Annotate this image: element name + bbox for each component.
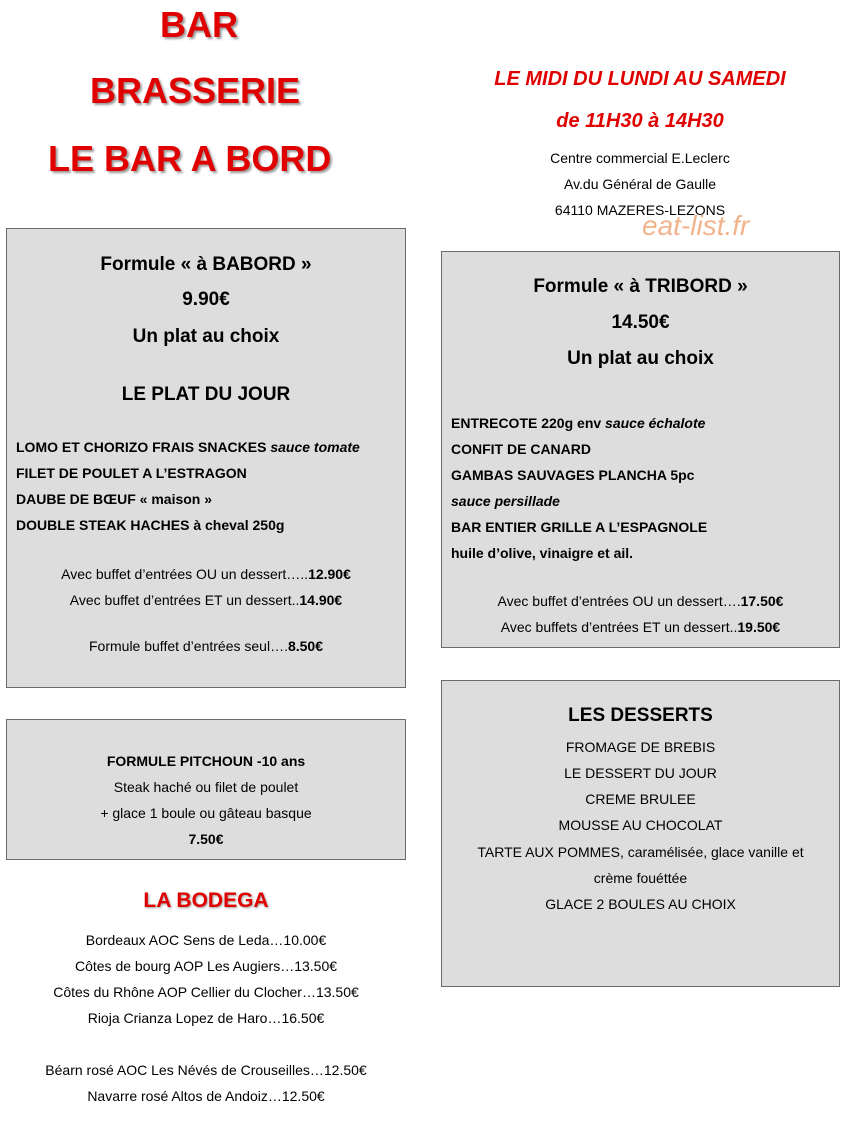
wine-item: Bordeaux AOC Sens de Leda…10.00€ — [85, 932, 327, 948]
babord-item: DOUBLE STEAK HACHES à cheval 250g — [16, 517, 285, 533]
formule-babord-box — [6, 228, 406, 688]
pitchoun-line-2: + glace 1 boule ou gâteau basque — [100, 805, 312, 821]
opening-days: LE MIDI DU LUNDI AU SAMEDI — [494, 68, 786, 90]
tribord-item-note: sauce persillade — [451, 493, 560, 509]
watermark: eat-list.fr — [642, 210, 750, 241]
address-line-3: 64110 MAZERES-LEZONS — [554, 202, 726, 218]
pitchoun-title: FORMULE PITCHOUN -10 ans — [106, 753, 306, 769]
desserts-title: LES DESSERTS — [568, 705, 713, 726]
dessert-item: MOUSSE AU CHOCOLAT — [558, 817, 723, 833]
tribord-subtitle: Un plat au choix — [567, 348, 714, 369]
tribord-price: 14.50€ — [611, 312, 670, 333]
restaurant-title-bar: BAR — [160, 4, 238, 45]
address-line-2: Av.du Général de Gaulle — [563, 176, 717, 192]
tribord-item: BAR ENTIER GRILLE A L’ESPAGNOLE — [451, 519, 708, 535]
formule-pitchoun-box — [6, 719, 406, 860]
babord-item: FILET DE POULET A L’ESTRAGON — [16, 465, 247, 481]
tribord-item: ENTRECOTE 220g env sauce échalote — [451, 415, 706, 431]
wine-item: Côtes de bourg AOP Les Augiers…13.50€ — [74, 958, 338, 974]
wine-item: Béarn rosé AOC Les Névés de Crouseilles…12.50€ — [45, 1062, 367, 1078]
tribord-option: Avec buffets d’entrées ET un dessert..19.50€ — [500, 619, 781, 635]
tribord-item: GAMBAS SAUVAGES PLANCHA 5pc — [451, 467, 695, 483]
tribord-title: Formule « à TRIBORD » — [533, 276, 748, 297]
dessert-item: CREME BRULEE — [585, 791, 696, 807]
babord-item: DAUBE DE BŒUF « maison » — [16, 491, 213, 507]
bodega-title: LA BODEGA — [143, 889, 269, 912]
wine-item: Navarre rosé Altos de Andoiz…12.50€ — [87, 1088, 325, 1104]
babord-option: Avec buffet d’entrées OU un dessert…..12.90€ — [61, 566, 351, 582]
restaurant-title-name: LE BAR A BORD — [48, 138, 332, 179]
pitchoun-price: 7.50€ — [188, 831, 224, 847]
babord-section-title: LE PLAT DU JOUR — [121, 384, 291, 405]
babord-option: Avec buffet d’entrées ET un dessert..14.90€ — [69, 592, 343, 608]
babord-item: LOMO ET CHORIZO FRAIS SNACKES sauce tomate — [16, 439, 360, 455]
babord-buffet-only: Formule buffet d’entrées seul….8.50€ — [89, 638, 323, 654]
tribord-option: Avec buffet d’entrées OU un dessert….17.50€ — [497, 593, 784, 609]
formule-tribord-box — [441, 251, 840, 648]
dessert-item: LE DESSERT DU JOUR — [564, 765, 717, 781]
babord-price: 9.90€ — [182, 289, 230, 310]
desserts-box — [441, 680, 840, 987]
babord-subtitle: Un plat au choix — [132, 326, 280, 347]
wine-item: Rioja Crianza Lopez de Haro…16.50€ — [87, 1010, 325, 1026]
babord-title: Formule « à BABORD » — [100, 254, 312, 275]
tribord-item-detail: huile d’olive, vinaigre et ail. — [451, 545, 634, 561]
wine-item: Côtes du Rhône AOP Cellier du Clocher…13.50€ — [53, 984, 359, 1000]
restaurant-title-brasserie: BRASSERIE — [90, 70, 301, 111]
pitchoun-line-1: Steak haché ou filet de poulet — [113, 779, 299, 795]
dessert-item: GLACE 2 BOULES AU CHOIX — [545, 896, 736, 912]
opening-hours: de 11H30 à 14H30 — [556, 110, 724, 132]
dessert-item-continued: crème fouéttée — [593, 870, 688, 886]
tribord-item: CONFIT DE CANARD — [451, 441, 591, 457]
dessert-item: FROMAGE DE BREBIS — [565, 739, 716, 755]
address-line-1: Centre commercial E.Leclerc — [550, 150, 730, 166]
dessert-item: TARTE AUX POMMES, caramélisée, glace vanille et — [477, 844, 804, 860]
